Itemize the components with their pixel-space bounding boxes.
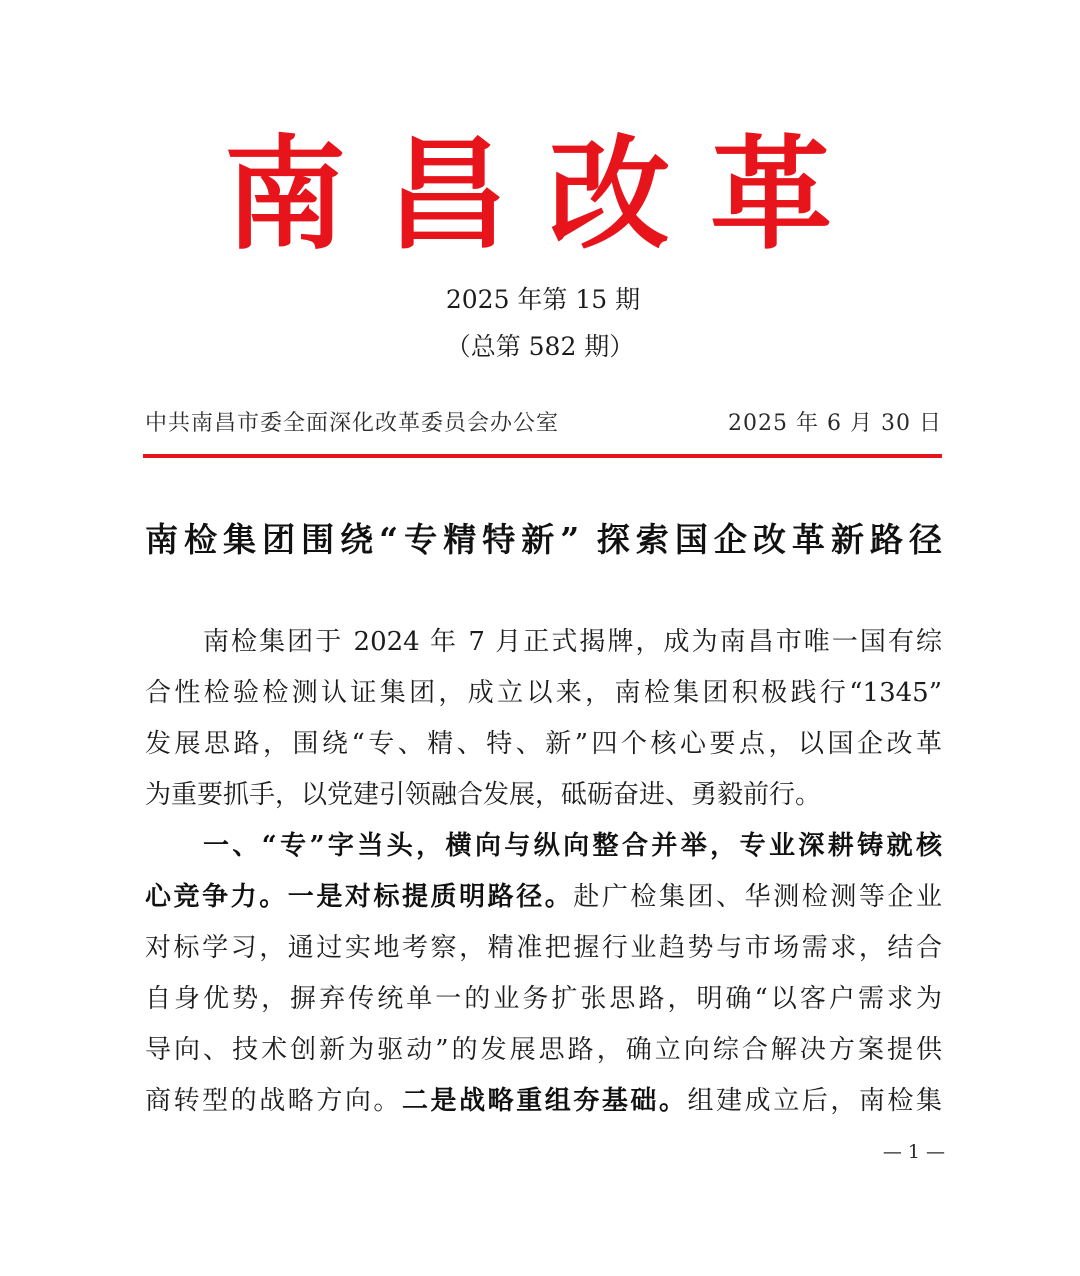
body-line xyxy=(145,923,942,974)
body-line xyxy=(145,1025,942,1076)
body-line xyxy=(145,617,942,668)
body-line xyxy=(145,872,942,923)
body-line xyxy=(145,821,942,872)
article-title: 南检集团围绕“专精特新” 探索国企改革新路径 xyxy=(145,520,942,559)
masthead-title: 南昌改革 xyxy=(224,124,832,266)
section-heading: 心竞争力。 xyxy=(145,882,288,912)
body-text: 合性检验检测认证集团，成立以来，南检集团积极践行“1345” xyxy=(145,678,942,708)
page-number: — 1 — xyxy=(882,1141,945,1163)
article-body xyxy=(145,617,942,1127)
body-line xyxy=(145,1076,942,1127)
body-text: 发展思路，围绕“专、精、特、新”四个核心要点，以国企改革 xyxy=(145,729,942,759)
issuing-office: 中共南昌市委全面深化改革委员会办公室 xyxy=(145,411,560,436)
issue-total-number: （总第 582 期） xyxy=(445,332,635,361)
body-text: 为重要抓手，以党建引领融合发展，砥砺奋进、勇毅前行。 xyxy=(145,780,822,810)
body-text: 南检集团于 2024 年 7 月正式揭牌，成为南昌市唯一国有综 xyxy=(203,627,942,657)
section-heading: 一、“专”字当头，横向与纵向整合并举，专业深耕铸就核 xyxy=(203,831,942,861)
body-text: 导向、技术创新为驱动”的发展思路，确立向综合解决方案提供 xyxy=(145,1035,942,1065)
body-text: 商转型的战略方向。 xyxy=(145,1086,402,1116)
body-text: 赴广检集团、华测检测等企业 xyxy=(573,882,942,912)
subpoint-heading: 二是战略重组夯基础。 xyxy=(402,1086,688,1116)
issue-number: 2025 年第 15 期 xyxy=(445,285,641,314)
body-line xyxy=(145,668,942,719)
body-line xyxy=(145,719,942,770)
red-divider xyxy=(143,454,942,458)
body-text: 组建成立后，南检集 xyxy=(687,1086,942,1116)
body-text: 自身优势，摒弃传统单一的业务扩张思路，明确“以客户需求为 xyxy=(145,984,942,1014)
subpoint-heading: 一是对标提质明路径。 xyxy=(287,882,574,912)
body-text: 对标学习，通过实地考察，精准把握行业趋势与市场需求，结合 xyxy=(145,933,942,963)
body-line xyxy=(145,974,942,1025)
body-line xyxy=(145,770,942,821)
issue-date: 2025 年 6 月 30 日 xyxy=(728,411,942,436)
